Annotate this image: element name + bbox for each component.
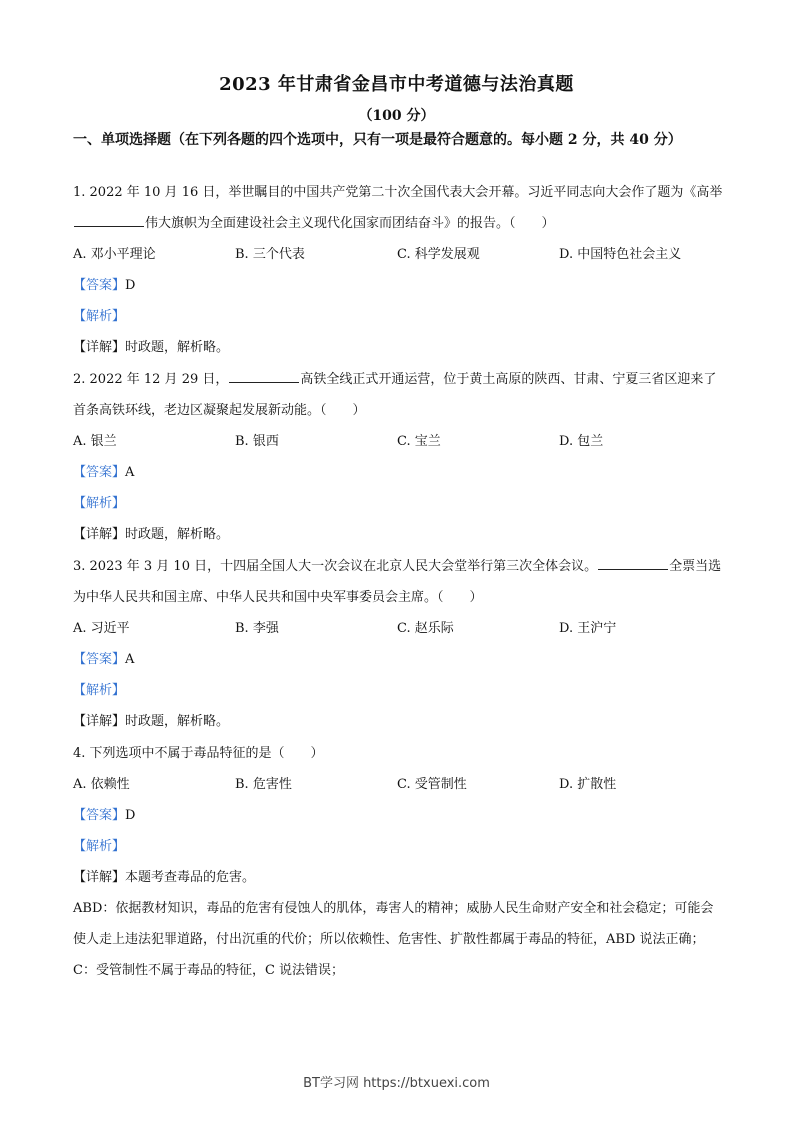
option-a: A. 习近平 xyxy=(73,621,130,636)
option-d: D. 中国特色社会主义 xyxy=(559,247,682,262)
footer-watermark: BT学习网 https://btxuexi.com xyxy=(303,1076,490,1091)
question-2-options xyxy=(73,426,723,457)
option-c: C. 赵乐际 xyxy=(397,621,454,636)
option-c: C. 宝兰 xyxy=(397,434,441,449)
analysis-tag: 【解析】 xyxy=(73,839,126,854)
question-3 xyxy=(73,551,723,737)
question-3-stem-rest: 全票当选为中华人民共和国主席、中华人民共和国中央军事委员会主席。（ ） xyxy=(73,559,722,605)
option-b: B. 银西 xyxy=(235,434,279,449)
explanation-abd: ABD：依据教材知识，毒品的危害有侵蚀人的肌体，毒害人的精神；威胁人民生命财产安全和社会稳定；可能会使人走上违法犯罪道路，付出沉重的代价；所以依赖性、危害性、扩散性都属于毒品的特征，ABD 说法正确； xyxy=(73,901,714,947)
answer-tag: 【答案】 xyxy=(73,808,126,823)
answer-tag: 【答案】 xyxy=(73,652,126,667)
fill-blank xyxy=(598,555,668,570)
answer-tag: 【答案】 xyxy=(73,278,126,293)
question-2-stem-start: 2. 2022 年 12 月 29 日， xyxy=(73,372,229,387)
question-1-stem-line-1: 1. 2022 年 10 月 16 日，举世瞩目的中国共产党第二十次全国代表大会开幕。习近平同志向大会作了题为《高举 xyxy=(73,185,723,200)
detail-line: 【详解】本题考查毒品的危害。 xyxy=(73,870,256,885)
detail-line: 【详解】时政题，解析略。 xyxy=(73,340,230,355)
analysis-tag: 【解析】 xyxy=(73,496,126,511)
answer-tag: 【答案】 xyxy=(73,465,126,480)
answer-line xyxy=(73,800,723,831)
answer-line xyxy=(73,644,723,675)
question-2 xyxy=(73,364,723,550)
answer-value: A xyxy=(125,652,135,667)
option-c: C. 受管制性 xyxy=(397,777,467,792)
question-1-stem-rest: 伟大旗帜为全面建设社会主义现代化国家而团结奋斗》的报告。（ ） xyxy=(145,216,555,231)
analysis-tag: 【解析】 xyxy=(73,309,126,324)
document-title: 2023 年甘肃省金昌市中考道德与法治真题 xyxy=(219,74,574,95)
option-a: A. 邓小平理论 xyxy=(73,247,156,262)
answer-value: A xyxy=(125,465,135,480)
section-heading: 一、单项选择题（在下列各题的四个选项中，只有一项是最符合题意的。每小题 2 分，共 40 分） xyxy=(73,132,682,148)
option-d: D. 包兰 xyxy=(559,434,604,449)
answer-value: D xyxy=(125,808,136,823)
fill-blank xyxy=(74,212,144,227)
option-b: B. 李强 xyxy=(235,621,279,636)
answer-line xyxy=(73,457,723,488)
question-4-stem: 4. 下列选项中不属于毒品特征的是（ ） xyxy=(73,746,324,761)
detail-line: 【详解】时政题，解析略。 xyxy=(73,527,230,542)
question-2-stem-rest: 高铁全线正式开通运营，位于黄土高原的陕西、甘肃、宁夏三省区迎来了首条高铁环线，老边区凝聚起发展新动能。（ ） xyxy=(73,372,717,418)
question-1 xyxy=(73,177,723,363)
answer-value: D xyxy=(125,278,136,293)
answer-line xyxy=(73,270,723,301)
question-4-options xyxy=(73,769,723,800)
analysis-tag: 【解析】 xyxy=(73,683,126,698)
document-subtitle: （100 分） xyxy=(358,108,435,124)
question-3-stem-start: 3. 2023 年 3 月 10 日，十四届全国人大一次会议在北京人民大会堂举行第三次全体会议。 xyxy=(73,559,598,574)
question-1-options xyxy=(73,239,723,270)
option-d: D. 王沪宁 xyxy=(559,621,617,636)
option-c: C. 科学发展观 xyxy=(397,247,480,262)
detail-line: 【详解】时政题，解析略。 xyxy=(73,714,230,729)
explanation-c: C：受管制性不属于毒品的特征，C 说法错误； xyxy=(73,963,345,978)
question-2-stem xyxy=(73,364,723,426)
question-1-stem-line-2 xyxy=(73,208,723,239)
question-3-stem xyxy=(73,551,723,613)
question-4 xyxy=(73,738,723,986)
option-a: A. 依赖性 xyxy=(73,777,130,792)
option-b: B. 三个代表 xyxy=(235,247,305,262)
option-d: D. 扩散性 xyxy=(559,777,617,792)
option-b: B. 危害性 xyxy=(235,777,292,792)
question-3-options xyxy=(73,613,723,644)
fill-blank xyxy=(229,368,299,383)
option-a: A. 银兰 xyxy=(73,434,117,449)
